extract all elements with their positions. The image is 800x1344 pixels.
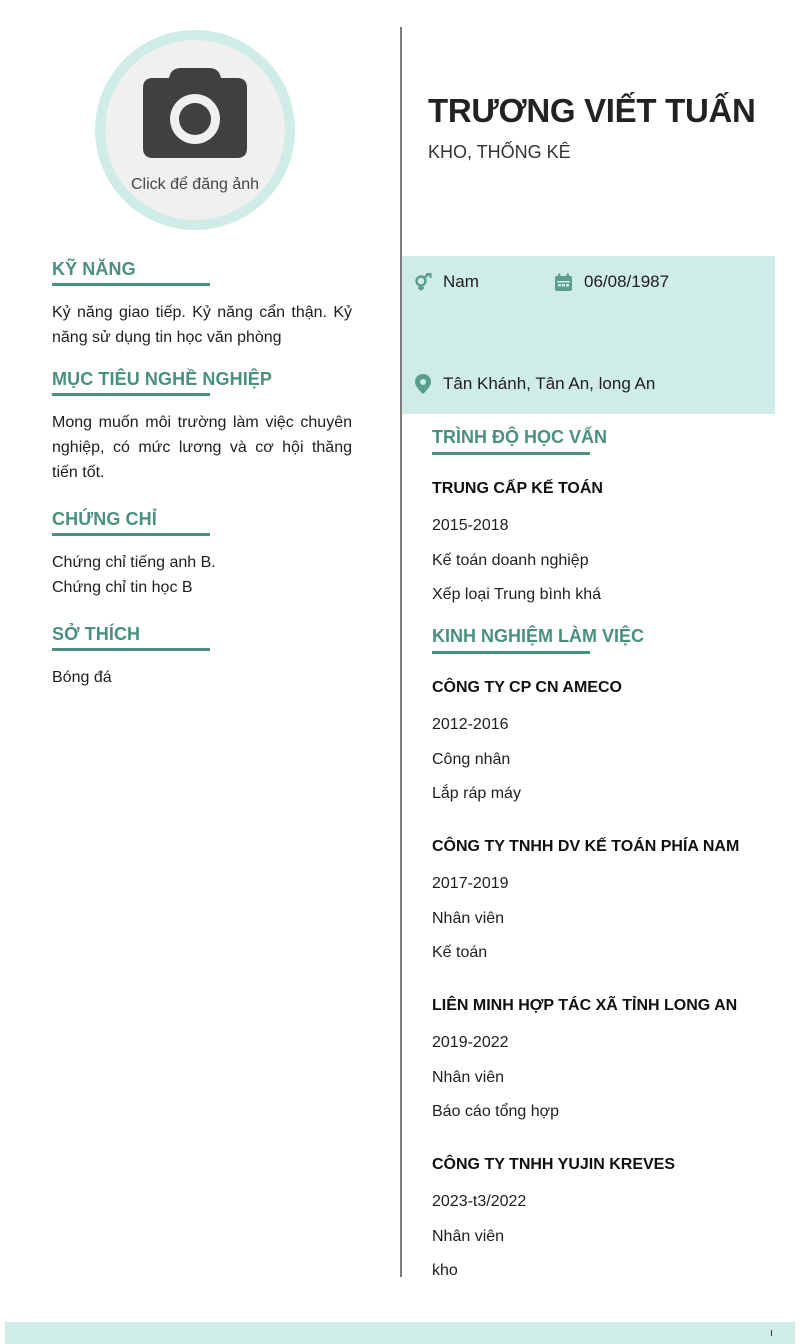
personal-info-box [402,256,775,414]
candidate-name: TRƯƠNG VIẾT TUẤN [428,92,756,129]
experience-entry [432,677,772,818]
footer-bar [5,1322,795,1344]
education-major: Kế toán doanh nghiệp [432,551,589,569]
experience-detail: Báo cáo tổng hợp [432,1103,560,1120]
dob-field [554,272,669,292]
dob-value: 06/08/1987 [584,272,670,291]
certificates-list [52,550,352,600]
education-underline [432,452,590,455]
objective-underline [52,393,210,396]
address-field [414,374,655,394]
experience-period: 2012-2016 [432,716,509,733]
skills-title: KỸ NĂNG [52,259,136,279]
experience-role: Công nhân [432,750,511,768]
experience-entry [432,1154,772,1295]
experience-company: CÔNG TY CP CN AMECO [432,679,622,696]
avatar-placeholder[interactable] [105,40,285,220]
gender-field [414,272,479,292]
candidate-job-title: KHO, THỐNG KÊ [428,142,571,162]
experience-company: CÔNG TY TNHH DV KẾ TOÁN PHÍA NAM [432,838,740,855]
objective-title: MỤC TIÊU NGHỀ NGHIỆP [52,369,273,389]
avatar-caption: Click để đăng ảnh [130,176,260,193]
experience-company: LIÊN MINH HỢP TÁC XÃ TỈNH LONG AN [432,997,738,1014]
education-period: 2015-2018 [432,517,509,534]
footer-mark: ı [770,1327,774,1339]
certificate-item: Chứng chỉ tiếng anh B. [52,554,216,571]
experience-detail: Kế toán [432,944,488,961]
education-entry [432,478,772,619]
camera-icon [141,66,249,160]
objective-text: Mong muốn môi trường làm việc chuyên nghiệp, có mức lương và cơ hội thăng tiến tốt. [52,414,352,481]
hobbies-title: SỞ THÍCH [52,624,141,644]
calendar-icon [554,273,573,292]
certificates-title: CHỨNG CHỈ [52,509,157,529]
experience-underline [432,651,590,654]
experience-period: 2019-2022 [432,1034,509,1051]
skills-underline [52,283,210,286]
experience-role: Nhân viên [432,1068,505,1086]
experience-company: CÔNG TY TNHH YUJIN KREVES [432,1156,676,1173]
experience-entry [432,836,772,977]
gender-value: Nam [443,272,479,291]
experience-role: Nhân viên [432,909,505,927]
column-divider [400,27,402,1277]
address-value: Tân Khánh, Tân An, long An [443,374,656,393]
gender-icon [414,273,432,291]
experience-detail: Lắp ráp máy [432,785,521,802]
education-grade: Xếp loại Trung bình khá [432,586,602,603]
experience-role: Nhân viên [432,1227,505,1245]
experience-title: KINH NGHIỆM LÀM VIỆC [432,626,645,646]
experience-detail: kho [432,1262,458,1279]
education-school: TRUNG CẤP KẾ TOÁN [432,480,603,497]
experience-entry [432,995,772,1136]
skills-text: Kỷ năng giao tiếp. Kỷ năng cẩn thận. Kỷ năng sử dụng tin học văn phòng [52,304,352,346]
avatar-upload[interactable] [95,30,295,230]
certificate-item: Chứng chỉ tin học B [52,579,193,596]
location-pin-icon [414,374,432,394]
experience-period: 2017-2019 [432,875,509,892]
education-title: TRÌNH ĐỘ HỌC VẤN [432,427,607,447]
hobbies-underline [52,648,210,651]
certificates-underline [52,533,210,536]
experience-period: 2023-t3/2022 [432,1193,527,1210]
hobbies-text: Bóng đá [52,669,112,686]
